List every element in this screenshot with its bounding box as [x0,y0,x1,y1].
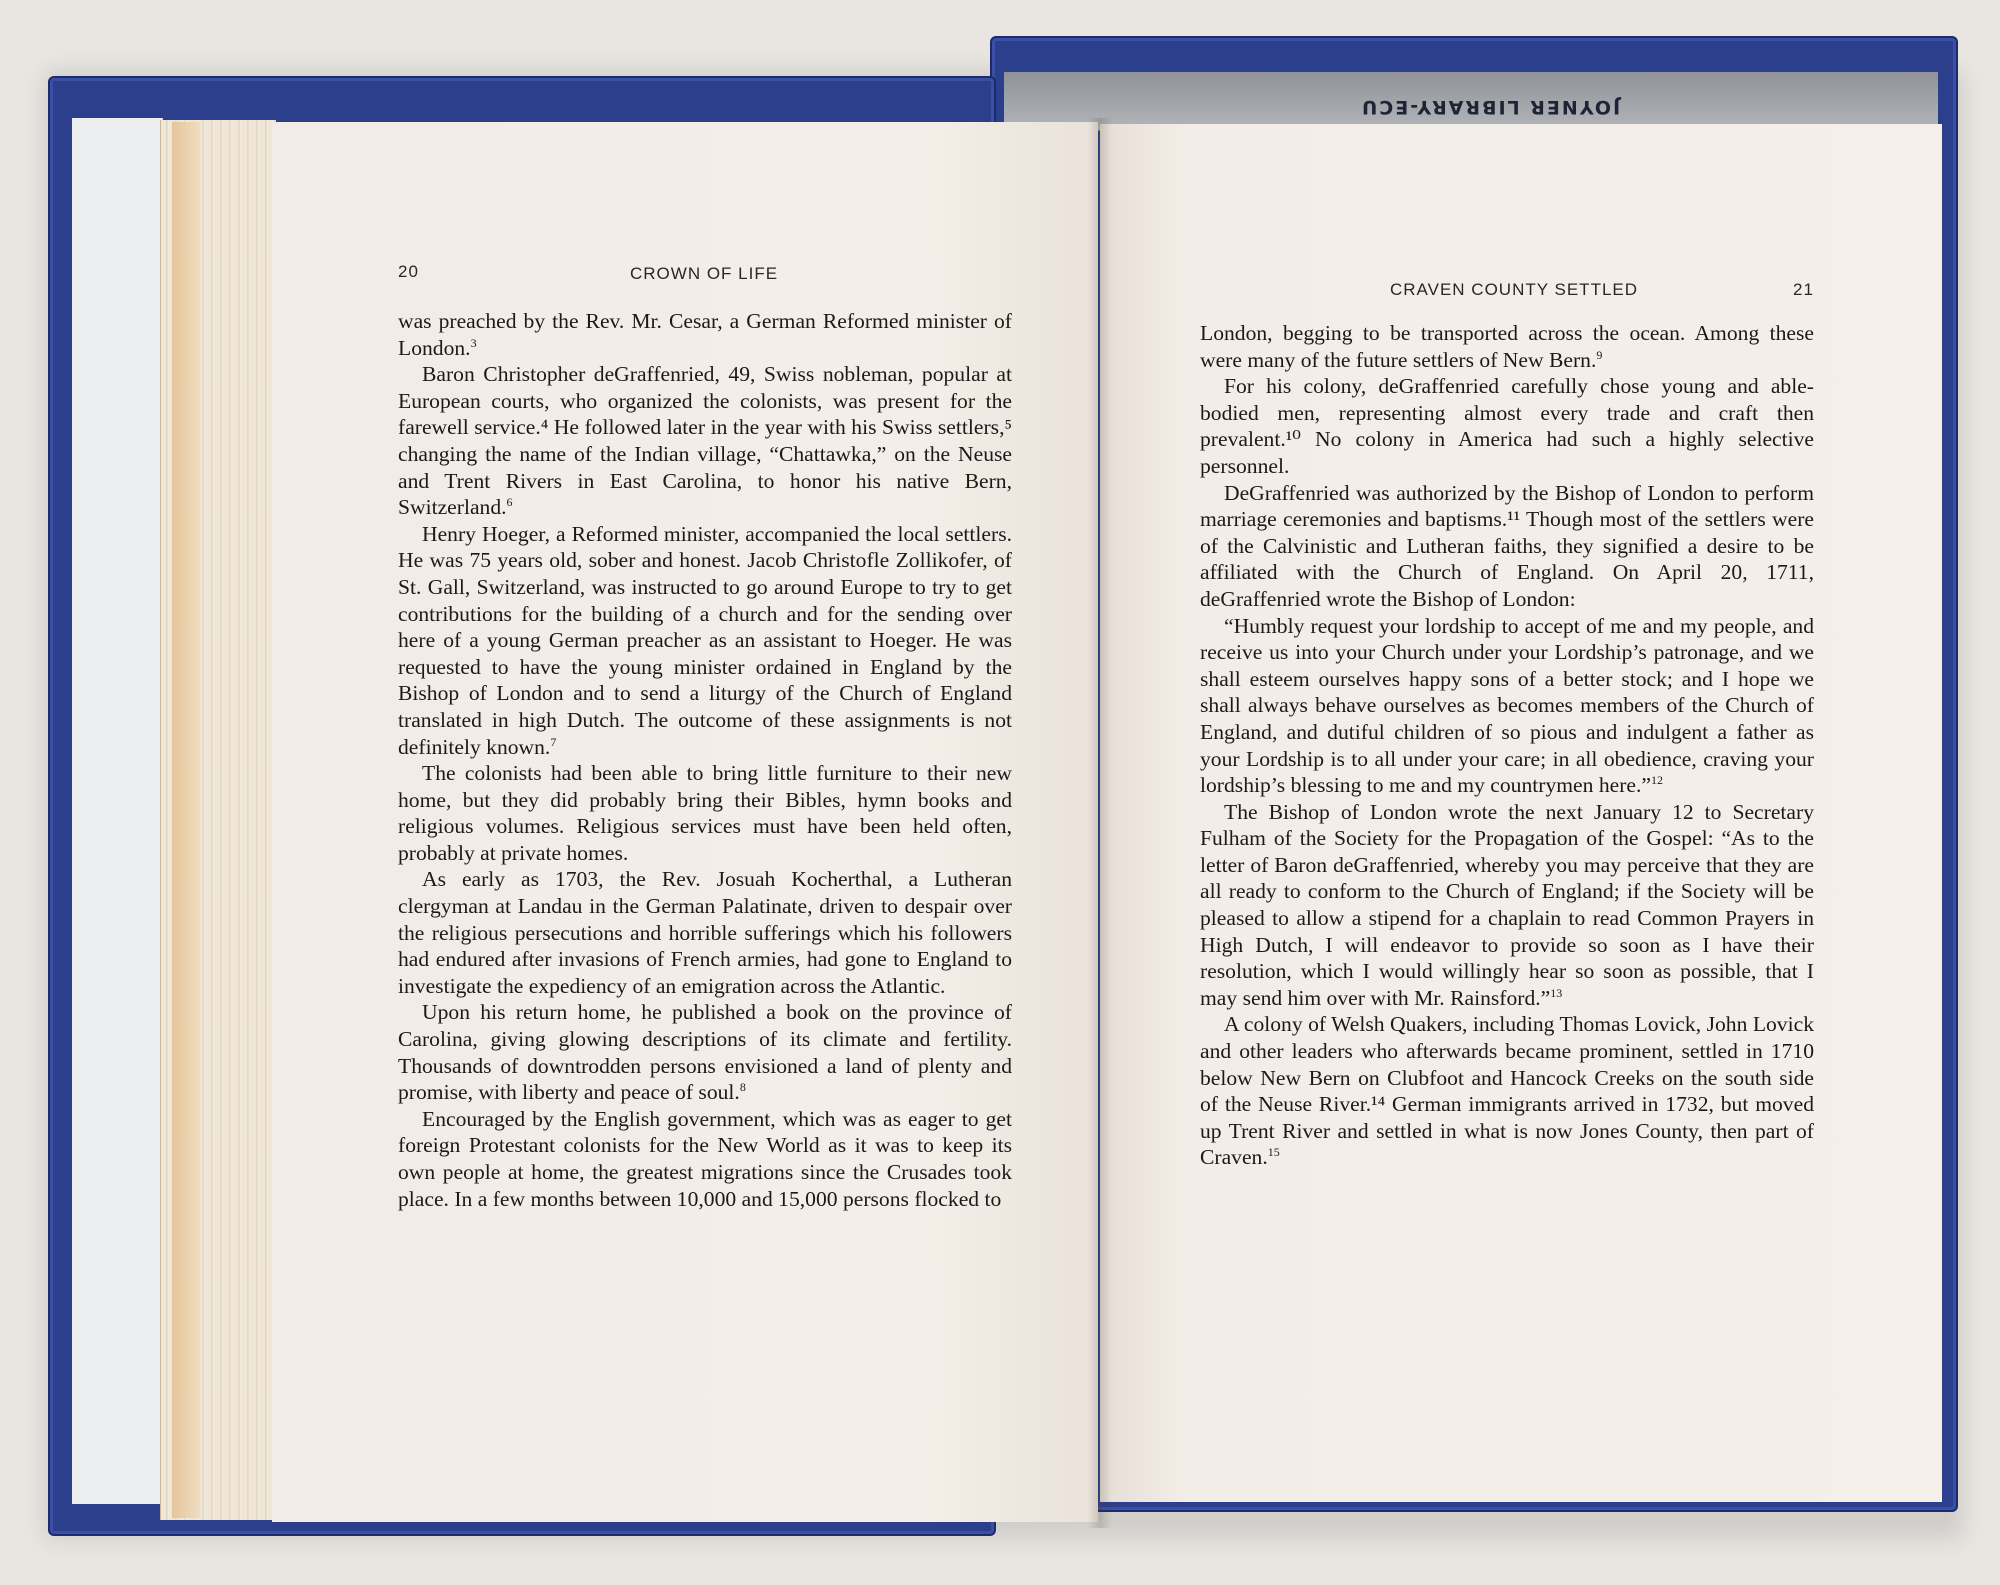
right-running-head: CRAVEN COUNTY SETTLED [1390,280,1639,299]
paragraph: Baron Christopher deGraffenried, 49, Swiss nobleman, popular at European courts, who organized the colonists, was present for the farewell service.⁴ He followed later in the year with his Swiss settlers,⁵ changing the name of the Indian village, “Chattawka,” on the Neuse and Trent Rivers in East Carolina, to honor his native Bern, Switzerland.$^6$ [398,362,1012,520]
paragraph: The Bishop of London wrote the next January 12 to Secretary Fulham of the Society for the Propagation of the Gospel: “As to the letter of Baron deGraffenried, whereby you may perceive that they are all ready to conform to the Church of England; if the Society will be pleased to allow a stipend for a chaplain to read Common Prayers in High Dutch, I will endeavor to provide so soon as I have their resolution, which I would willingly hear so soon as possible, that I may send him over with Mr. Rainsford.”$^{13}$ [1200,799,1814,1010]
paragraph: A colony of Welsh Quakers, including Thomas Lovick, John Lovick and other leaders who afterwards became prominent, settled in 1710 below New Bern on Clubfoot and Hancock Creeks on the south side of the Neuse River.¹⁴ German immigrants arrived in 1732, but moved up Trent River and settled in what is now Jones County, then part of Craven.$^{15}$ [1200,1012,1814,1170]
right-page-number: 21 [1793,280,1814,299]
endpaper [72,118,163,1504]
paragraph: The colonists had been able to bring little furniture to their new home, but they did probably bring their Bibles, hymn books and religious volumes. Religious services must have been held often, probably at private homes. [398,761,1012,865]
left-page-number: 20 [398,262,419,281]
paragraph: Henry Hoeger, a Reformed minister, accompanied the local settlers. He was 75 years old, sober and honest. Jacob Christofle Zollikofer, of St. Gall, Switzerland, was instructed to go around Europe to try to get contributions for the building of a church and for the sending over here of a young German preacher as an assistant to Hoeger. He was requested to have the young minister ordained in England by the Bishop of London and to send a liturgy of the Church of England translated in high Dutch. The outcome of these assignments is not definitely known.$^7$ [398,521,1012,759]
paragraph: London, begging to be transported across the ocean. Among these were many of the future settlers of New Bern.$^9$ [1200,321,1814,372]
paragraph: was preached by the Rev. Mr. Cesar, a German Reformed minister of London.$^3$ [398,309,1012,360]
paragraph: For his colony, deGraffenried carefully chose young and able-bodied men, representing almost every trade and craft then prevalent.¹⁰ No colony in America had such a highly selective personnel. [1200,374,1814,478]
book-gutter [1088,118,1112,1528]
right-page-text [1200,320,1814,1171]
library-stamp: JOYNER LIBRARY-ECU [1359,96,1621,118]
page-stack-tinted-edge [172,122,200,1518]
paragraph: DeGraffenried was authorized by the Bishop of London to perform marriage ceremonies and baptisms.¹¹ Though most of the settlers were of the Calvinistic and Lutheran faiths, they signified a desire to be affiliated with the Church of England. On April 20, 1711, deGraffenried wrote the Bishop of London: [1200,480,1814,611]
left-page-text [398,308,1012,1212]
left-running-head: CROWN OF LIFE [630,264,779,283]
paragraph: Upon his return home, he published a book on the province of Carolina, giving glowing descriptions of its climate and fertility. Thousands of downtrodden persons envisioned a land of plenty and promise, with liberty and peace of soul.$^8$ [398,1000,1012,1105]
paragraph: As early as 1703, the Rev. Josuah Kocherthal, a Lutheran clergyman at Landau in the German Palatinate, driven to despair over the religious persecutions and horrible sufferings which his followers had endured after invasions of French armies, had gone to England to investigate the expediency of an emigration across the Atlantic. [398,867,1012,998]
paragraph: “Humbly request your lordship to accept of me and my people, and receive us into your Church under your Lordship’s patronage, and we shall esteem ourselves happy sons of a better stock; and I hope we shall always behave ourselves as becomes members of the Church of England, and dutiful children of so pious and indulgent a father as your Lordship is to all under your care; in all obedience, craving your lordship’s blessing to me and my countrymen here.”$^{12}$ [1200,613,1814,798]
paragraph: Encouraged by the English government, which was as eager to get foreign Protestant colonists for the New World as it was to keep its own people at home, the greatest migrations since the Crusades took place. In a few months between 10,000 and 15,000 persons flocked to [398,1106,1012,1211]
